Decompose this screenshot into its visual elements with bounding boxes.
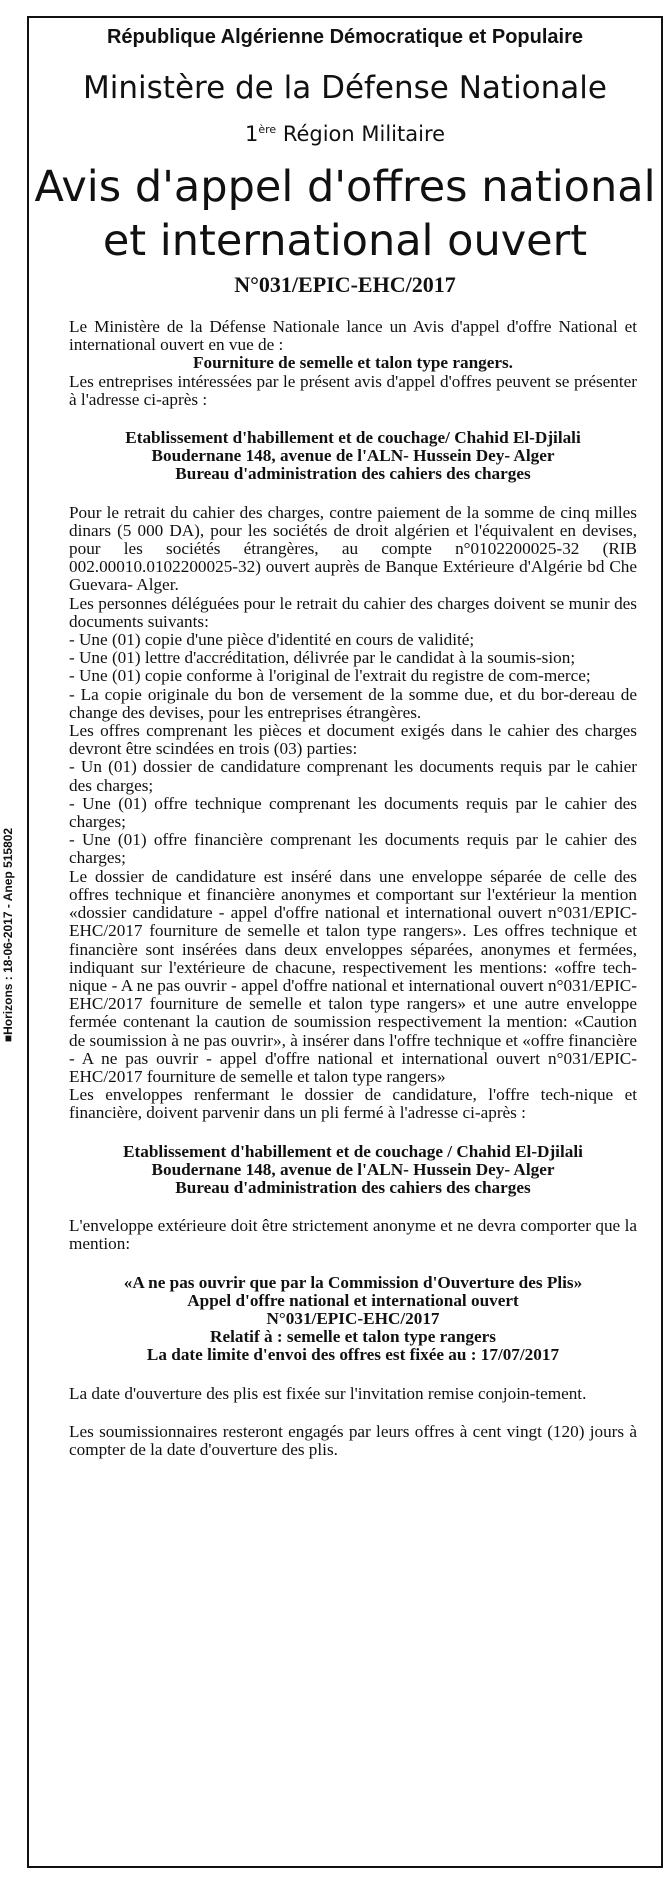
region-number: 1: [244, 122, 259, 146]
notice-title: [29, 160, 661, 268]
address-1-line-2: Boudernane 148, avenue de l'ALN- Hussein Dey- Alger: [151, 446, 555, 466]
delivery-paragraph: Les enveloppes renfermant le dossier de candidature, l'offre tech-nique et financière, doivent parvenir dans un pli fermé à l'adresse ci-après :: [69, 1085, 637, 1123]
mention-line-4: Relatif à : semelle et talon type rangers: [210, 1327, 496, 1347]
validity-paragraph: Les soumissionnaires resteront engagés par leurs offres à cent vingt (120) jours à compter de la date d'ouverture des plis.: [69, 1421, 637, 1459]
side-label-text: ■Horizons : 18-06-2017 - Anep 515802: [1, 827, 16, 1043]
part-item: - Une (01) offre technique comprenant les documents requis par le cahier des charges;: [69, 793, 637, 832]
mention-line-5: La date limite d'envoi des offres est fixée au : 17/07/2017: [146, 1345, 560, 1365]
doc-item: - Une (01) copie conforme à l'original de l'extrait du registre de com-merce;: [69, 666, 591, 686]
mention-line-2: Appel d'offre national et international ouvert: [187, 1290, 519, 1310]
envelope-paragraph: Le dossier de candidature est inséré dans une enveloppe séparée de celle des offres technique et financière anonymes et comportant sur l'extérieur la mention «dossier candidature - appel d'offre national et international ouvert n°031/EPIC-EHC/2017 fourniture de semelle et talon type rangers». Les offres technique et financière sont insérées dans deux enveloppes séparées, anonymes et fermées, indiquant sur l'extérieure de chacune, respectivement les mentions: «offre tech-nique - A ne pas ouvrir - appel d'offre national et international ouvert n°031/EPIC-EHC/2017 fourniture de semelle et talon type rangers» et une autre enveloppe fermée contenant la caution de soumission respectivement la mention: «Caution de soumission à ne pas ouvrir», à insérer dans l'offre technique et «offre financière - A ne pas ouvrir - appel d'offre national et international ouvert n°031/EPIC-EHC/2017 fourniture de semelle et talon type rangers»: [69, 866, 637, 1086]
region-text: Région Militaire: [276, 122, 446, 146]
ministry-line: Ministère de la Défense Nationale: [83, 70, 607, 106]
address-1-line-3: Bureau d'administration des cahiers des charges: [175, 464, 531, 484]
address-1-line-1: Etablissement d'habillement et de couchage/ Chahid El-Djilali: [125, 428, 581, 448]
anonymous-paragraph: L'enveloppe extérieure doit être strictement anonyme et ne devra comporter que la mention:: [69, 1216, 637, 1254]
part-item: - Un (01) dossier de candidature comprenant les documents requis par le cahier des charges;: [69, 757, 637, 795]
payment-paragraph: Pour le retrait du cahier des charges, contre paiement de la somme de cinq milles dinars (5 000 DA), pour les sociétés de droit algérien et l'équivalent en devises, pour les sociétés étrangères, au compte n°0102200025-32 (RIB 002.00010.0102200025-32) ouvert auprès de Banque Extérieure d'Algérie bd Che Guevara- Alger.: [69, 502, 637, 595]
offers-paragraph: Les offres comprenant les pièces et document exigés dans le cahier des charges devront être scindées en trois (03) parties:: [69, 721, 637, 759]
invite-paragraph: Les entreprises intéressées par le présent avis d'appel d'offres peuvent se présenter à l'adresse ci-après :: [69, 371, 637, 409]
address-2-line-3: Bureau d'administration des cahiers des charges: [175, 1177, 531, 1197]
part-item: - Une (01) offre financière comprenant les documents requis par le cahier des charges;: [69, 830, 637, 868]
notice-reference: N°031/EPIC-EHC/2017: [234, 272, 456, 297]
mention-line-3: N°031/EPIC-EHC/2017: [266, 1308, 440, 1328]
subject-line: Fourniture de semelle et talon type rangers.: [193, 353, 513, 373]
opening-paragraph: La date d'ouverture des plis est fixée sur l'invitation remise conjoin-tement.: [69, 1383, 587, 1403]
notice-frame: [27, 16, 663, 1868]
delegates-paragraph: Les personnes déléguées pour le retrait du cahier des charges doivent se munir des documents suivants:: [69, 593, 637, 631]
republic-line: République Algérienne Démocratique et Populaire: [106, 26, 583, 48]
address-2-line-2: Boudernane 148, avenue de l'ALN- Hussein Dey- Alger: [151, 1159, 555, 1179]
intro-paragraph: Le Ministère de la Défense Nationale lance un Avis d'appel d'offre National et international ouvert en vue de :: [69, 317, 637, 355]
doc-item: - Une (01) copie d'une pièce d'identité en cours de validité;: [69, 630, 475, 650]
region-line: [29, 122, 661, 146]
side-label: [0, 745, 16, 1125]
region-superscript: ère: [258, 123, 277, 136]
notice-body: [69, 318, 637, 1459]
doc-item: - Une (01) lettre d'accréditation, délivrée par le candidat à la soumis-sion;: [69, 648, 576, 668]
notice-title-line-1: Avis d'appel d'offres national: [34, 162, 656, 212]
doc-item: - La copie originale du bon de versement de la somme due, et du bor-dereau de change des devises, pour les entreprises étrangères.: [69, 684, 637, 722]
mention-line-1: «A ne pas ouvrir que par la Commission d'Ouverture des Plis»: [123, 1272, 583, 1292]
notice-title-line-2: et international ouvert: [102, 216, 588, 266]
address-2-line-1: Etablissement d'habillement et de couchage / Chahid El-Djilali: [123, 1141, 583, 1161]
